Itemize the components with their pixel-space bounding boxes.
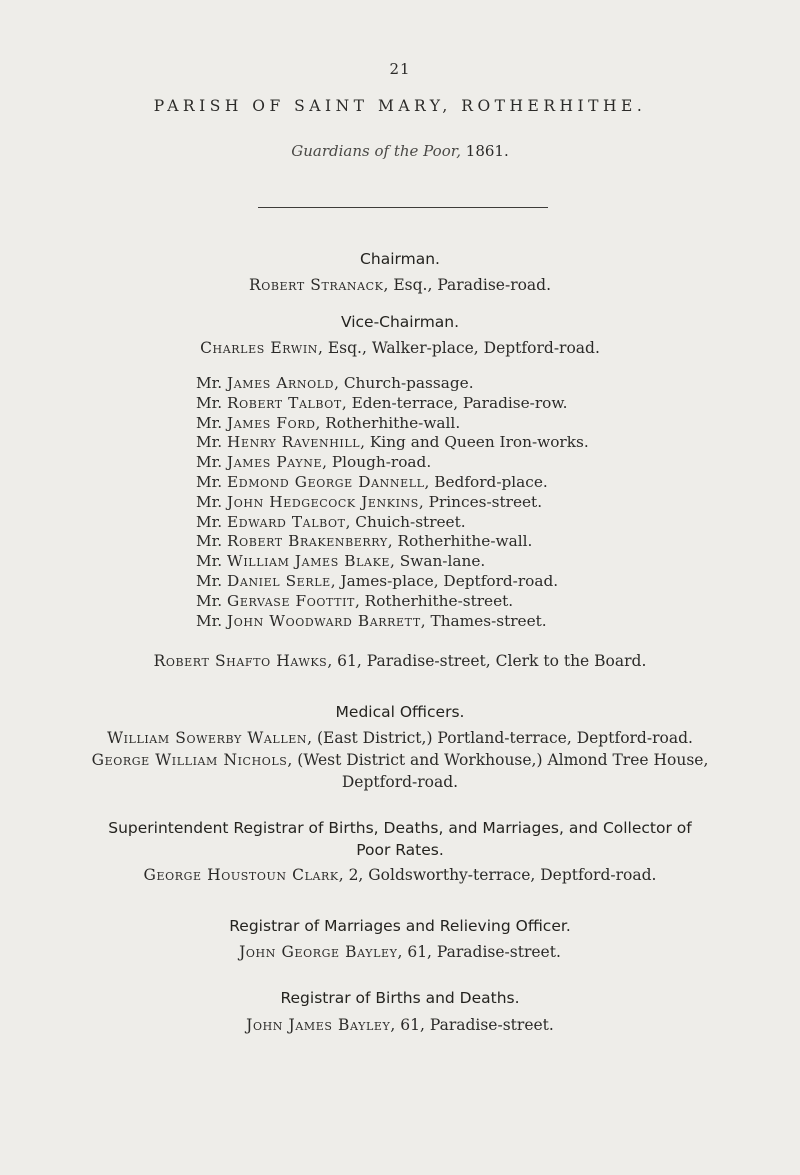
member-prefix: Mr. — [196, 453, 228, 472]
list-item — [196, 493, 756, 513]
registrar-births-detail: , 61, Paradise-street. — [390, 1016, 554, 1034]
medical-officer-entry — [0, 729, 800, 747]
member-name: James Ford — [227, 413, 316, 432]
list-item — [196, 592, 756, 612]
member-detail: , Rotherhithe-street. — [354, 591, 514, 610]
registrar-births-name: John James Bayley — [246, 1016, 391, 1034]
member-detail: , Church-passage. — [334, 374, 474, 392]
member-detail: , King and Queen Iron-works. — [360, 433, 589, 452]
medical-officers-heading: Medical Officers. — [335, 703, 465, 721]
registrar-marriages-heading: Registrar of Marriages and Relieving Officer. — [229, 917, 571, 935]
chairman-entry — [0, 276, 800, 294]
member-prefix: Mr. — [196, 472, 228, 491]
list-item — [196, 513, 756, 533]
medical-officer-name: William Sowerby Wallen — [107, 729, 308, 747]
list-item — [196, 453, 756, 473]
superintendent-entry — [0, 866, 800, 884]
member-detail: , Thames-street. — [420, 611, 547, 630]
member-name: Henry Ravenhill — [227, 433, 361, 452]
member-detail: , Bedford-place. — [424, 472, 548, 491]
list-item — [196, 612, 756, 632]
member-prefix: Mr. — [196, 552, 228, 571]
member-detail: , James-place, Deptford-road. — [330, 571, 559, 590]
medical-officer-detail-continued: Deptford-road. — [341, 773, 459, 791]
registrar-marriages-detail: , 61, Paradise-street. — [397, 943, 561, 961]
chairman-detail: , Esq., Paradise-road. — [383, 276, 552, 294]
member-detail: , Plough-road. — [322, 453, 432, 472]
superintendent-name: George Houstoun Clark — [143, 866, 339, 884]
list-item — [196, 473, 756, 493]
member-prefix: Mr. — [196, 393, 228, 412]
member-name: John Hedgecock Jenkins — [227, 492, 419, 511]
medical-officer-name: George William Nichols — [91, 751, 288, 769]
member-detail: , Swan-lane. — [390, 552, 486, 571]
medical-officer-entry — [0, 751, 800, 769]
clerk-detail: , 61, Paradise-street, Clerk to the Board. — [327, 652, 647, 670]
member-name: William James Blake — [227, 552, 391, 571]
member-prefix: Mr. — [196, 532, 228, 551]
superintendent-heading-continued: Poor Rates. — [356, 841, 444, 859]
page-number: 21 — [389, 60, 411, 78]
clerk-name: Robert Shafto Hawks — [153, 652, 328, 670]
member-prefix: Mr. — [196, 374, 228, 392]
registrar-marriages-entry — [0, 943, 800, 961]
registrar-births-entry — [0, 1016, 800, 1034]
member-prefix: Mr. — [196, 611, 228, 630]
member-prefix: Mr. — [196, 571, 228, 590]
page-subtitle — [0, 142, 800, 160]
guardians-list — [196, 374, 756, 631]
list-item — [196, 532, 756, 552]
list-item — [196, 433, 756, 453]
member-name: Gervase Foottit — [227, 591, 355, 610]
member-name: Edward Talbot — [227, 512, 346, 531]
vice-chairman-name: Charles Erwin — [200, 339, 319, 357]
member-detail: , Rotherhithe-wall. — [387, 532, 533, 551]
page-title: PARISH OF SAINT MARY, ROTHERHITHE. — [153, 97, 647, 115]
member-detail: , Chuich-street. — [345, 512, 466, 531]
subtitle-year: 1861. — [461, 142, 509, 160]
list-item — [196, 394, 756, 414]
member-name: Robert Talbot — [227, 393, 342, 412]
vice-chairman-detail: , Esq., Walker-place, Deptford-road. — [318, 339, 600, 357]
member-prefix: Mr. — [196, 492, 228, 511]
list-item — [196, 572, 756, 592]
medical-officer-detail: , (West District and Workhouse,) Almond Tree House, — [287, 751, 709, 769]
member-prefix: Mr. — [196, 512, 228, 531]
member-name: John Woodward Barrett — [227, 611, 421, 630]
divider-rule — [258, 207, 548, 208]
member-prefix: Mr. — [196, 413, 228, 432]
superintendent-heading: Superintendent Registrar of Births, Deaths, and Marriages, and Collector of — [108, 819, 692, 837]
vice-chairman-entry — [0, 339, 800, 357]
member-name: Daniel Serle — [227, 571, 331, 590]
member-prefix: Mr. — [196, 433, 228, 452]
member-detail: , Princes-street. — [418, 492, 543, 511]
registrar-marriages-name: John George Bayley — [239, 943, 398, 961]
registrar-births-heading: Registrar of Births and Deaths. — [280, 989, 520, 1007]
list-item — [196, 414, 756, 434]
member-prefix: Mr. — [196, 591, 228, 610]
member-detail: , Eden-terrace, Paradise-row. — [341, 393, 568, 412]
member-detail: , Rotherhithe-wall. — [315, 413, 461, 432]
clerk-entry — [0, 652, 800, 670]
list-item — [196, 374, 756, 394]
member-name: James Payne — [227, 453, 323, 472]
medical-officer-detail: , (East District,) Portland-terrace, Deptford-road. — [307, 729, 693, 747]
list-item — [196, 552, 756, 572]
member-name: James Arnold — [227, 374, 335, 392]
chairman-heading: Chairman. — [360, 250, 440, 268]
subtitle-text: Guardians of the Poor, — [291, 142, 462, 160]
superintendent-detail: , 2, Goldsworthy-terrace, Deptford-road. — [338, 866, 657, 884]
member-name: Edmond George Dannell — [227, 472, 425, 491]
vice-chairman-heading: Vice-Chairman. — [340, 313, 460, 331]
chairman-name: Robert Stranack — [248, 276, 384, 294]
member-name: Robert Brakenberry — [227, 532, 388, 551]
